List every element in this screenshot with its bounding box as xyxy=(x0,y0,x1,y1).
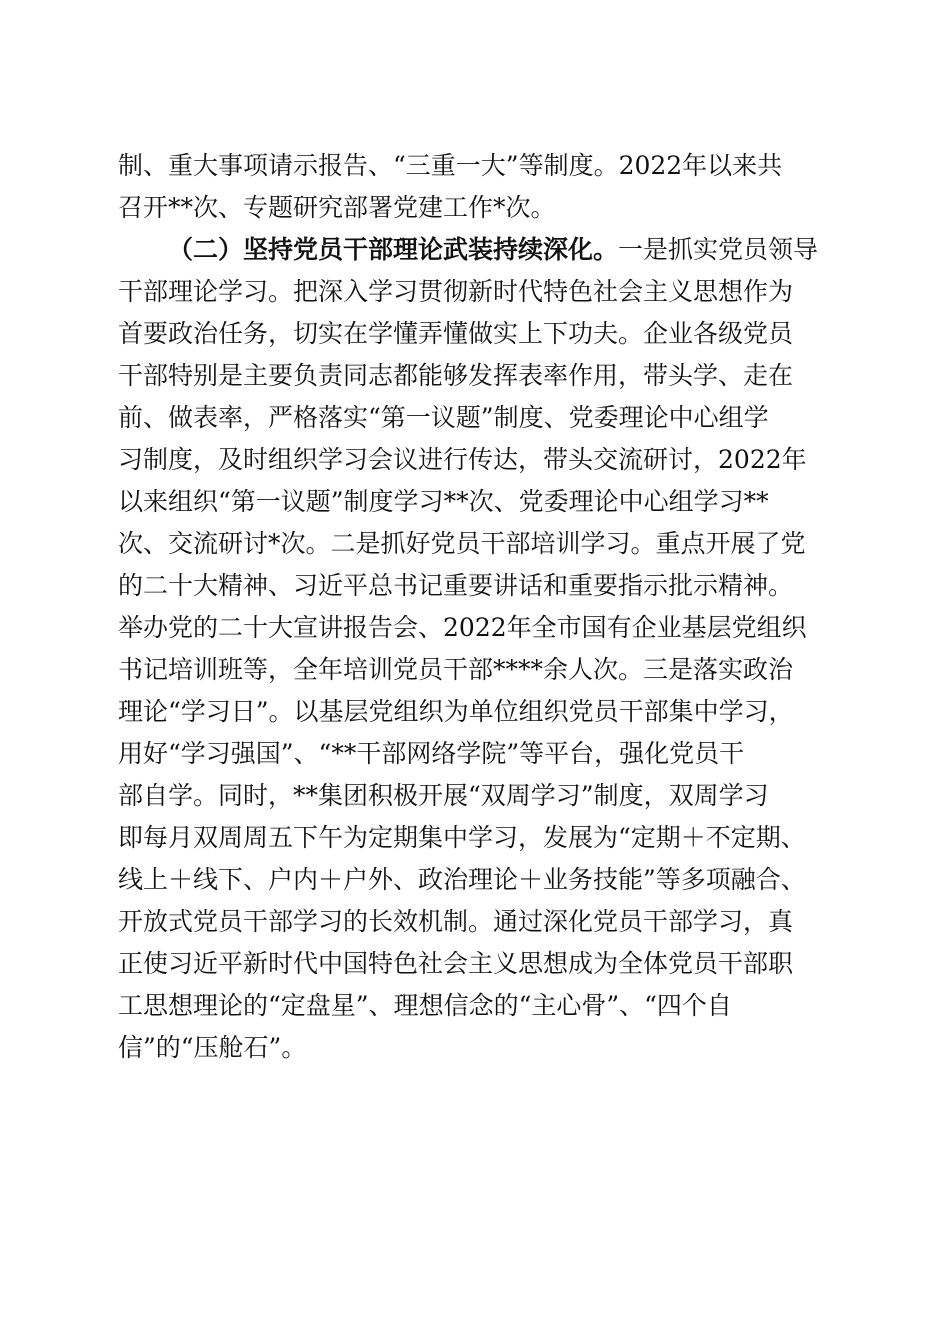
paragraph-2-line: 次、交流研讨*次。二是抓好党员干部培训学习。重点开展了党 xyxy=(118,529,806,558)
paragraph-2-line: 习制度，及时组织学习会议进行传达，带头交流研讨，2022年 xyxy=(118,445,807,474)
paragraph-2-line: 首要政治任务，切实在学懂弄懂做实上下功夫。企业各级党员 xyxy=(118,319,794,348)
paragraph-2-line: 干部特别是主要负责同志都能够发挥表率作用，带头学、走在 xyxy=(118,361,794,390)
paragraph-2-line: 干部理论学习。把深入学习贯彻新时代特色社会主义思想作为 xyxy=(118,277,794,306)
paragraph-2-line: 信”的“压舱石”。 xyxy=(118,1033,307,1062)
paragraph-2-line: 举办党的二十大宣讲报告会、2022年全市国有企业基层党组织 xyxy=(118,613,807,642)
paragraph-2-line: 开放式党员干部学习的长效机制。通过深化党员干部学习，真 xyxy=(118,907,794,936)
paragraph-2-line: 即每月双周周五下午为定期集中学习，发展为“定期＋不定期、 xyxy=(118,823,806,852)
paragraph-2-line: 理论“学习日”。以基层党组织为单位组织党员干部集中学习， xyxy=(118,697,794,726)
section-heading: （二）坚持党员干部理论武装持续深化。 xyxy=(168,235,619,264)
paragraph-2-line: 以来组织“第一议题”制度学习**次、党委理论中心组学习** xyxy=(118,487,769,516)
paragraph-2-line: 前、做表率，严格落实“第一议题”制度、党委理论中心组学 xyxy=(118,403,769,432)
paragraph-2-line: 书记培训班等，全年培训党员干部****余人次。三是落实政治 xyxy=(118,655,794,684)
paragraph-2-line: 线上＋线下、户内＋户外、政治理论＋业务技能”等多项融合、 xyxy=(118,865,806,894)
paragraph-1-line-1: 制、重大事项请示报告、“三重一大”等制度。2022年以来共 xyxy=(118,151,783,180)
paragraph-2-line: 的二十大精神、习近平总书记重要讲话和重要指示批示精神。 xyxy=(118,571,794,600)
paragraph-2-line: 用好“学习强国”、“**干部网络学院”等平台，强化党员干 xyxy=(118,739,745,768)
paragraph-2-line-1-text: 一是抓实党员领导 xyxy=(618,235,819,264)
paragraph-2-line-1 xyxy=(168,235,838,265)
paragraph-2-line: 部自学。同时，**集团积极开展“双周学习”制度，双周学习 xyxy=(118,781,769,810)
paragraph-2-line: 正使习近平新时代中国特色社会主义思想成为全体党员干部职 xyxy=(118,949,794,978)
paragraph-2-line: 工思想理论的“定盘星”、理想信念的“主心骨”、“四个自 xyxy=(118,991,732,1020)
paragraph-1-line-2: 召开**次、专题研究部署党建工作*次。 xyxy=(118,193,556,222)
